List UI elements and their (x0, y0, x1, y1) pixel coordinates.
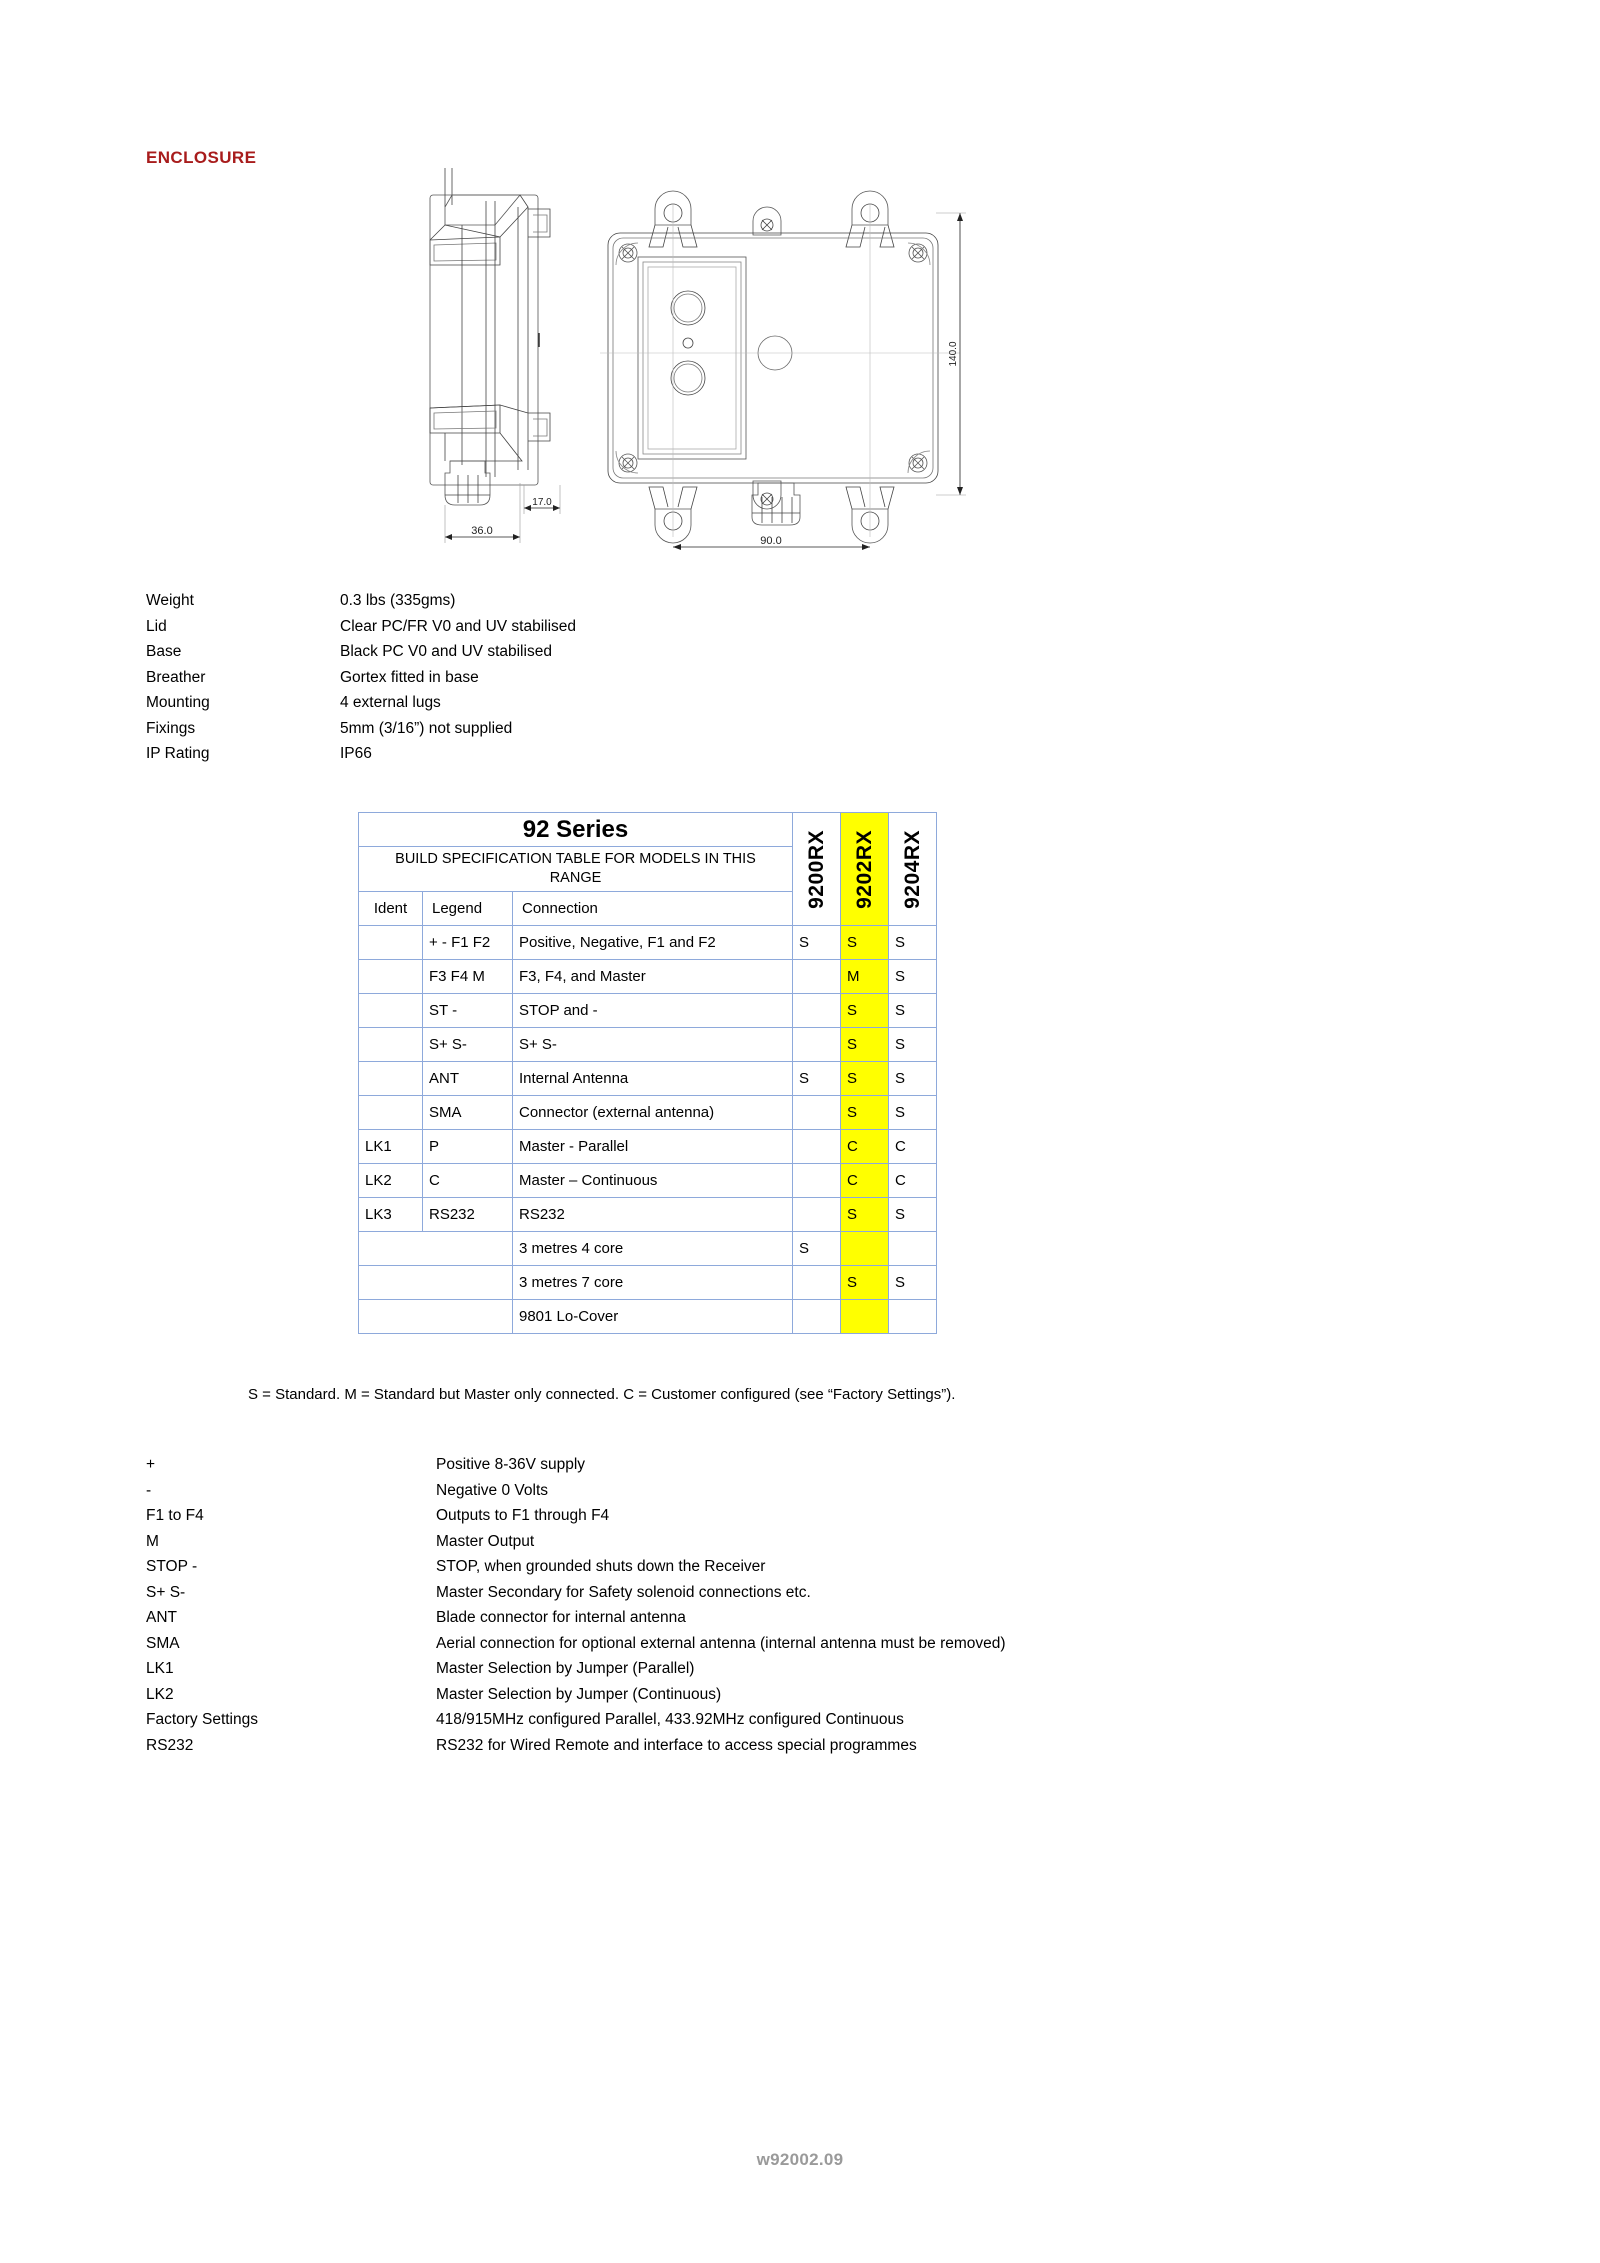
list-item (146, 1478, 1006, 1504)
cell-connection: Internal Antenna (513, 1062, 793, 1096)
cell-9204rx: C (889, 1130, 937, 1164)
glossary-definition: 418/915MHz configured Parallel, 433.92MHz configured Continuous (436, 1711, 904, 1728)
table-row (359, 960, 937, 994)
cell-connection: 3 metres 4 core (513, 1232, 793, 1266)
cell-ident (359, 1028, 423, 1062)
dimension-depth-lid: 17.0 (532, 497, 552, 508)
cell-9200rx: S (793, 1062, 841, 1096)
cell-9200rx (793, 1266, 841, 1300)
spec-label: Base (146, 643, 182, 660)
spec-value: 0.3 lbs (335gms) (340, 592, 456, 609)
table-row (359, 926, 937, 960)
spec-row (146, 665, 576, 691)
cell-connection: F3, F4, and Master (513, 960, 793, 994)
list-item (146, 1529, 1006, 1555)
cell-9202rx: S (841, 994, 889, 1028)
cell-connection: Positive, Negative, F1 and F2 (513, 926, 793, 960)
cell-legend: P (423, 1130, 513, 1164)
spec-row (146, 614, 576, 640)
spec-row (146, 741, 576, 767)
cell-9204rx: S (889, 1266, 937, 1300)
glossary-term: RS232 (146, 1736, 194, 1754)
spec-value: Black PC V0 and UV stabilised (340, 643, 552, 660)
cell-connection: Connector (external antenna) (513, 1096, 793, 1130)
spec-value: Clear PC/FR V0 and UV stabilised (340, 617, 577, 635)
cell-9202rx: S (841, 1096, 889, 1130)
cell-ident (359, 1062, 423, 1096)
table-title-row (359, 813, 937, 847)
cell-legend: RS232 (423, 1198, 513, 1232)
glossary-definition: Aerial connection for optional external antenna (internal antenna must be removed) (436, 1634, 1006, 1652)
cell-legend: ST - (423, 994, 513, 1028)
cell-ident-legend-merged (359, 1232, 513, 1266)
spec-label: Lid (146, 617, 167, 635)
glossary-definition: Master Secondary for Safety solenoid connections etc. (436, 1583, 811, 1601)
glossary-term: STOP - (146, 1558, 198, 1575)
column-header-ident: Ident (359, 892, 423, 926)
cell-9200rx: S (793, 926, 841, 960)
spec-row (146, 588, 576, 614)
cell-9200rx (793, 1130, 841, 1164)
spec-row (146, 716, 576, 742)
cell-connection: RS232 (513, 1198, 793, 1232)
table-row (359, 1096, 937, 1130)
list-item (146, 1733, 1006, 1759)
table-row (359, 994, 937, 1028)
cell-9204rx: S (889, 960, 937, 994)
table-row (359, 1266, 937, 1300)
cell-9202rx: S (841, 1062, 889, 1096)
list-item (146, 1554, 1006, 1580)
terminal-glossary (146, 1452, 1006, 1758)
spec-label: Mounting (146, 694, 210, 711)
document-footer-code: w92002.09 (756, 2150, 844, 2169)
cell-9204rx: S (889, 926, 937, 960)
spec-label: Fixings (146, 719, 196, 737)
dimension-height: 140.0 (948, 341, 959, 367)
cell-legend: C (423, 1164, 513, 1198)
model-header-9200rx (793, 813, 841, 926)
cell-legend: SMA (423, 1096, 513, 1130)
spec-label: IP Rating (146, 745, 210, 762)
cell-9204rx: S (889, 1198, 937, 1232)
cell-9202rx: S (841, 926, 889, 960)
cell-9204rx (889, 1232, 937, 1266)
glossary-term: LK2 (146, 1685, 174, 1703)
cell-ident: LK2 (359, 1164, 423, 1198)
table-row (359, 1232, 937, 1266)
glossary-term: S+ S- (146, 1583, 186, 1601)
cell-ident (359, 1096, 423, 1130)
cell-9202rx: C (841, 1164, 889, 1198)
spec-row (146, 690, 576, 716)
cell-9200rx: S (793, 1232, 841, 1266)
spec-value: 4 external lugs (340, 694, 441, 711)
cell-9200rx (793, 960, 841, 994)
cell-connection: S+ S- (513, 1028, 793, 1062)
table-title: 92 Series (359, 813, 793, 847)
model-header-9204rx (889, 813, 937, 926)
spec-label: Breather (146, 668, 206, 686)
cell-9200rx (793, 994, 841, 1028)
cell-legend: S+ S- (423, 1028, 513, 1062)
table-row (359, 1300, 937, 1334)
dimension-width: 90.0 (760, 535, 782, 547)
list-item (146, 1631, 1006, 1657)
spec-value: Gortex fitted in base (340, 668, 479, 686)
cell-9200rx (793, 1096, 841, 1130)
glossary-term: + (146, 1456, 156, 1473)
model-header-9202rx (841, 813, 889, 926)
spec-value: 5mm (3/16”) not supplied (340, 719, 513, 737)
cell-9202rx: S (841, 1266, 889, 1300)
enclosure-technical-drawing (400, 165, 1000, 580)
list-item (146, 1605, 1006, 1631)
column-header-legend: Legend (423, 892, 513, 926)
model-header-label: 9202RX (853, 829, 876, 909)
cell-ident-legend-merged (359, 1266, 513, 1300)
glossary-definition: Master Selection by Jumper (Continuous) (436, 1685, 722, 1703)
glossary-definition: Blade connector for internal antenna (436, 1609, 686, 1626)
glossary-term: SMA (146, 1634, 180, 1652)
glossary-term: - (146, 1481, 152, 1499)
glossary-term: F1 to F4 (146, 1507, 204, 1524)
cell-ident: LK3 (359, 1198, 423, 1232)
cell-9202rx (841, 1300, 889, 1334)
build-specification-table (358, 812, 937, 1334)
cell-connection: Master – Continuous (513, 1164, 793, 1198)
table-row (359, 1198, 937, 1232)
glossary-definition: Master Output (436, 1532, 535, 1550)
page-title: ENCLOSURE (146, 148, 257, 167)
spec-label: Weight (146, 592, 194, 609)
model-header-label: 9200RX (805, 829, 828, 909)
glossary-definition: STOP, when grounded shuts down the Receiver (436, 1558, 766, 1575)
list-item (146, 1503, 1006, 1529)
list-item (146, 1452, 1006, 1478)
glossary-term: ANT (146, 1609, 177, 1626)
cell-legend: ANT (423, 1062, 513, 1096)
spec-value: IP66 (340, 745, 372, 762)
cell-legend: F3 F4 M (423, 960, 513, 994)
glossary-definition: Positive 8-36V supply (436, 1456, 586, 1473)
cell-ident: LK1 (359, 1130, 423, 1164)
dimension-depth-total: 36.0 (471, 525, 493, 537)
glossary-term: LK1 (146, 1660, 174, 1677)
glossary-definition: RS232 for Wired Remote and interface to access special programmes (436, 1736, 917, 1754)
glossary-definition: Outputs to F1 through F4 (436, 1507, 610, 1524)
table-legend-footnote: S = Standard. M = Standard but Master only connected. C = Customer configured (see “Factory Settings”). (248, 1386, 956, 1403)
cell-9200rx (793, 1300, 841, 1334)
cell-9204rx: S (889, 994, 937, 1028)
cell-9204rx (889, 1300, 937, 1334)
glossary-definition: Negative 0 Volts (436, 1481, 549, 1499)
table-row (359, 1130, 937, 1164)
cell-9200rx (793, 1028, 841, 1062)
glossary-term: M (146, 1532, 159, 1550)
cell-9204rx: S (889, 1028, 937, 1062)
cell-connection: STOP and - (513, 994, 793, 1028)
cell-9202rx: S (841, 1198, 889, 1232)
cell-9204rx: C (889, 1164, 937, 1198)
column-header-connection: Connection (513, 892, 793, 926)
cell-legend: + - F1 F2 (423, 926, 513, 960)
cell-ident (359, 926, 423, 960)
cell-ident (359, 960, 423, 994)
table-row (359, 1164, 937, 1198)
model-header-label: 9204RX (901, 829, 924, 909)
table-row (359, 1062, 937, 1096)
cell-9200rx (793, 1198, 841, 1232)
cell-9202rx: M (841, 960, 889, 994)
cell-ident (359, 994, 423, 1028)
list-item (146, 1656, 1006, 1682)
cell-connection: Master - Parallel (513, 1130, 793, 1164)
glossary-definition: Master Selection by Jumper (Parallel) (436, 1660, 695, 1677)
cell-ident-legend-merged (359, 1300, 513, 1334)
cell-connection: 3 metres 7 core (513, 1266, 793, 1300)
cell-9202rx (841, 1232, 889, 1266)
table-row (359, 1028, 937, 1062)
cell-connection: 9801 Lo-Cover (513, 1300, 793, 1334)
cell-9204rx: S (889, 1096, 937, 1130)
list-item (146, 1682, 1006, 1708)
list-item (146, 1707, 1006, 1733)
cell-9202rx: C (841, 1130, 889, 1164)
enclosure-spec-list (146, 588, 576, 767)
cell-9204rx: S (889, 1062, 937, 1096)
table-subtitle: BUILD SPECIFICATION TABLE FOR MODELS IN THIS RANGE (359, 847, 793, 892)
cell-9202rx: S (841, 1028, 889, 1062)
list-item (146, 1580, 1006, 1606)
spec-row (146, 639, 576, 665)
glossary-term: Factory Settings (146, 1711, 258, 1728)
cell-9200rx (793, 1164, 841, 1198)
